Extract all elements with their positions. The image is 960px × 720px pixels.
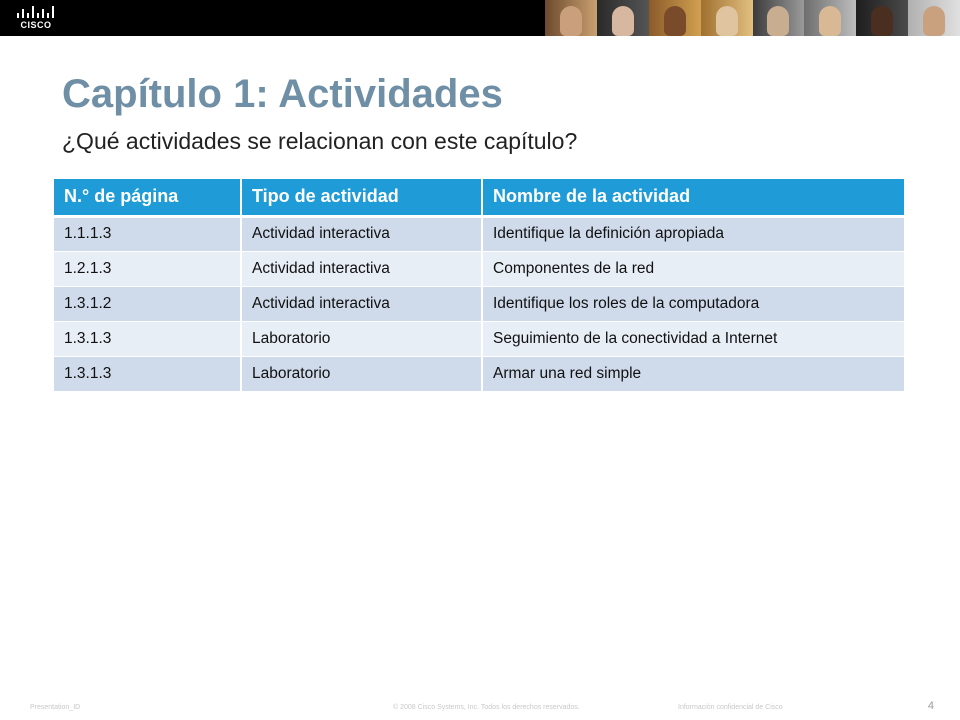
page-number-cell: 1.3.1.3 [54,356,241,391]
photo-tile [597,0,649,36]
page-number-cell: 1.1.1.3 [54,216,241,251]
activity-type-cell: Actividad interactiva [241,216,482,251]
cisco-logo-text: CISCO [20,20,52,30]
page-number: 4 [927,700,934,712]
footer-copyright: © 2008 Cisco Systems, Inc. Todos los derechos reservados. [393,704,580,711]
photo-tile [804,0,856,36]
cisco-bridge-icon [12,5,60,19]
people-photo-strip [545,0,960,36]
page-title: Capítulo 1: Actividades [62,72,503,116]
page-number-cell: 1.2.1.3 [54,251,241,286]
page-number-cell: 1.3.1.2 [54,286,241,321]
activity-name-cell: Armar una red simple [482,356,904,391]
activity-name-cell: Seguimiento de la conectividad a Internet [482,321,904,356]
activity-type-cell: Actividad interactiva [241,251,482,286]
cisco-logo [12,5,60,31]
activity-type-cell: Actividad interactiva [241,286,482,321]
column-header-page-number: N.° de página [54,179,241,216]
page-number-cell: 1.3.1.3 [54,321,241,356]
activity-name-cell: Componentes de la red [482,251,904,286]
activity-type-cell: Laboratorio [241,321,482,356]
photo-tile [856,0,908,36]
table-row [54,356,904,391]
activity-name-cell: Identifique los roles de la computadora [482,286,904,321]
photo-tile [701,0,753,36]
column-header-activity-name: Nombre de la actividad [482,179,904,216]
page-subtitle: ¿Qué actividades se relacionan con este capítulo? [62,128,578,154]
photo-tile [545,0,597,36]
activities-table [54,179,904,392]
top-banner [0,0,960,36]
table-header-row [54,179,904,216]
footer-presentation-id: Presentation_ID [30,704,81,711]
activity-name-cell: Identifique la definición apropiada [482,216,904,251]
table-row [54,321,904,356]
photo-tile [908,0,960,36]
table-row [54,216,904,251]
photo-tile [649,0,701,36]
footer-confidential: Información confidencial de Cisco [678,704,783,711]
table-row [54,251,904,286]
table-row [54,286,904,321]
activity-type-cell: Laboratorio [241,356,482,391]
photo-tile [753,0,805,36]
column-header-activity-type: Tipo de actividad [241,179,482,216]
